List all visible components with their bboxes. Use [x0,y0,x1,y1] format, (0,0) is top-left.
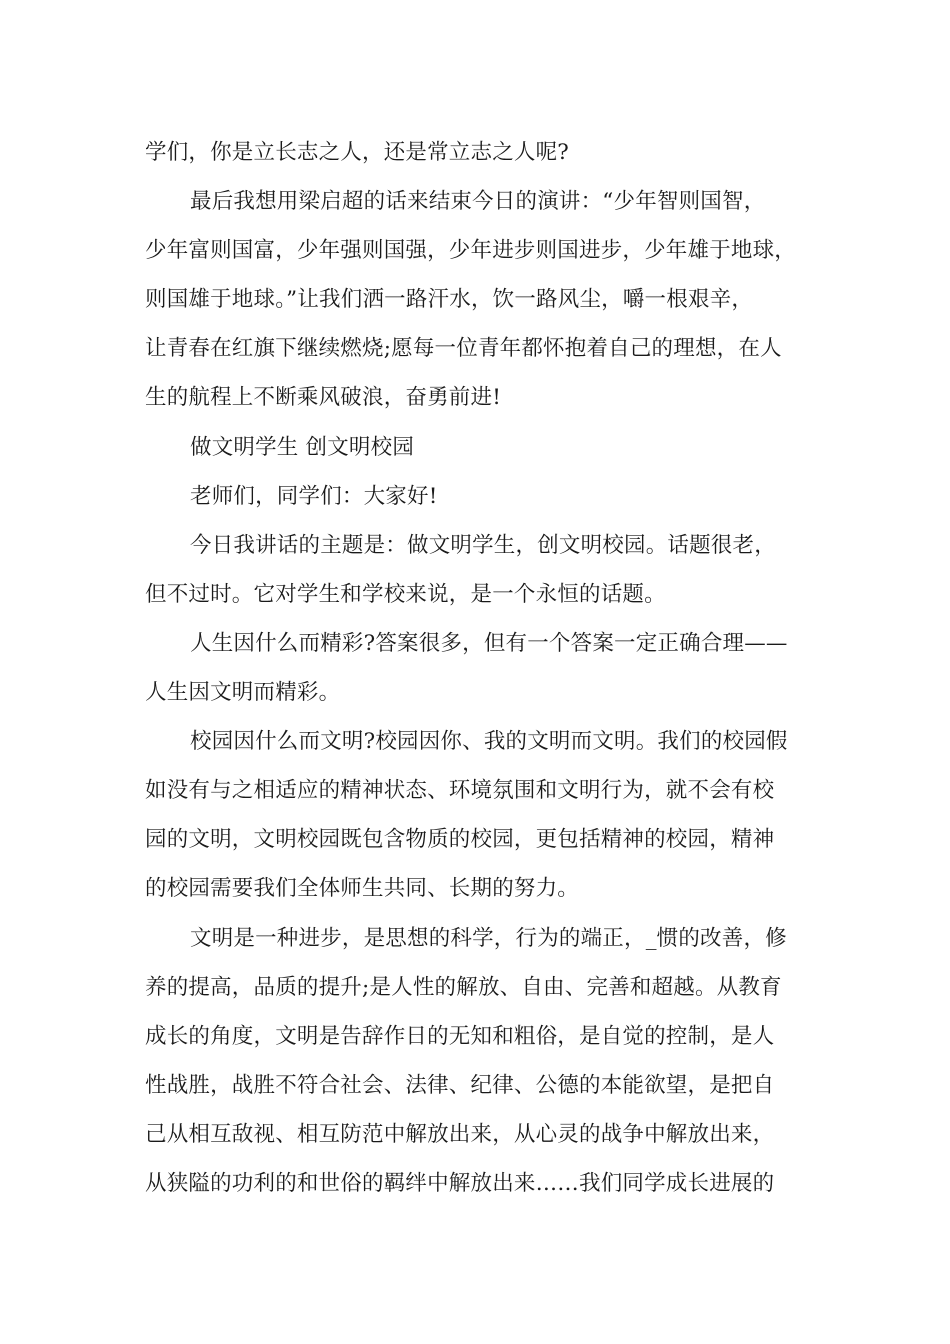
text-line: 的校园需要我们全体师生共同、长期的努力。 [145,876,580,902]
text-line: 性战胜，战胜不符合社会、法律、纪律、公德的本能欲望，是把自 [145,1072,775,1098]
text-line: 养的提高，品质的提升;是人性的解放、自由、完善和超越。从教育 [145,974,782,1000]
text-line: 文明是一种进步，是思想的科学，行为的端正，_惯的改善，修 [190,925,787,951]
text-line: 从狭隘的功利的和世俗的羁绊中解放出来……我们同学成长进展的 [145,1170,775,1196]
text-line: 但不过时。它对学生和学校来说，是一个永恒的话题。 [145,581,666,607]
text-line: 少年富则国富，少年强则国强，少年进步则国进步，少年雄于地球， [145,238,797,264]
text-line: 则国雄于地球。”让我们洒一路汗水，饮一路风尘，嚼一根艰辛， [145,287,754,313]
text-line: 园的文明，文明校园既包含物质的校园，更包括精神的校园，精神 [145,827,775,853]
text-line: 让青春在红旗下继续燃烧;愿每一位青年都怀抱着自己的理想，在人 [145,336,782,362]
text-line: 如没有与之相适应的精神状态、环境氛围和文明行为，就不会有校 [145,778,775,804]
text-line: 最后我想用梁启超的话来结束今日的演讲：“少年智则国智， [190,189,766,215]
text-line: 成长的角度，文明是告辞作日的无知和粗俗，是自觉的控制，是人 [145,1023,775,1049]
text-line: 生的航程上不断乘风破浪，奋勇前进! [145,385,502,411]
text-line: 己从相互敌视、相互防范中解放出来，从心灵的战争中解放出来， [145,1121,775,1147]
document-body [145,128,835,1208]
text-line: 老师们，同学们：大家好! [190,483,438,509]
text-line: 人生因什么而精彩?答案很多，但有一个答案一定正确合理—— [190,630,788,656]
text-line: 今日我讲话的主题是：做文明学生，创文明校园。话题很老， [190,532,776,558]
text-line: 做文明学生 创文明校园 [190,434,415,460]
text-line: 学们，你是立长志之人，还是常立志之人呢? [145,140,570,165]
text-line: 人生因文明而精彩。 [145,680,341,706]
text-line: 校园因什么而文明?校园因你、我的文明而文明。我们的校园假 [190,729,788,755]
